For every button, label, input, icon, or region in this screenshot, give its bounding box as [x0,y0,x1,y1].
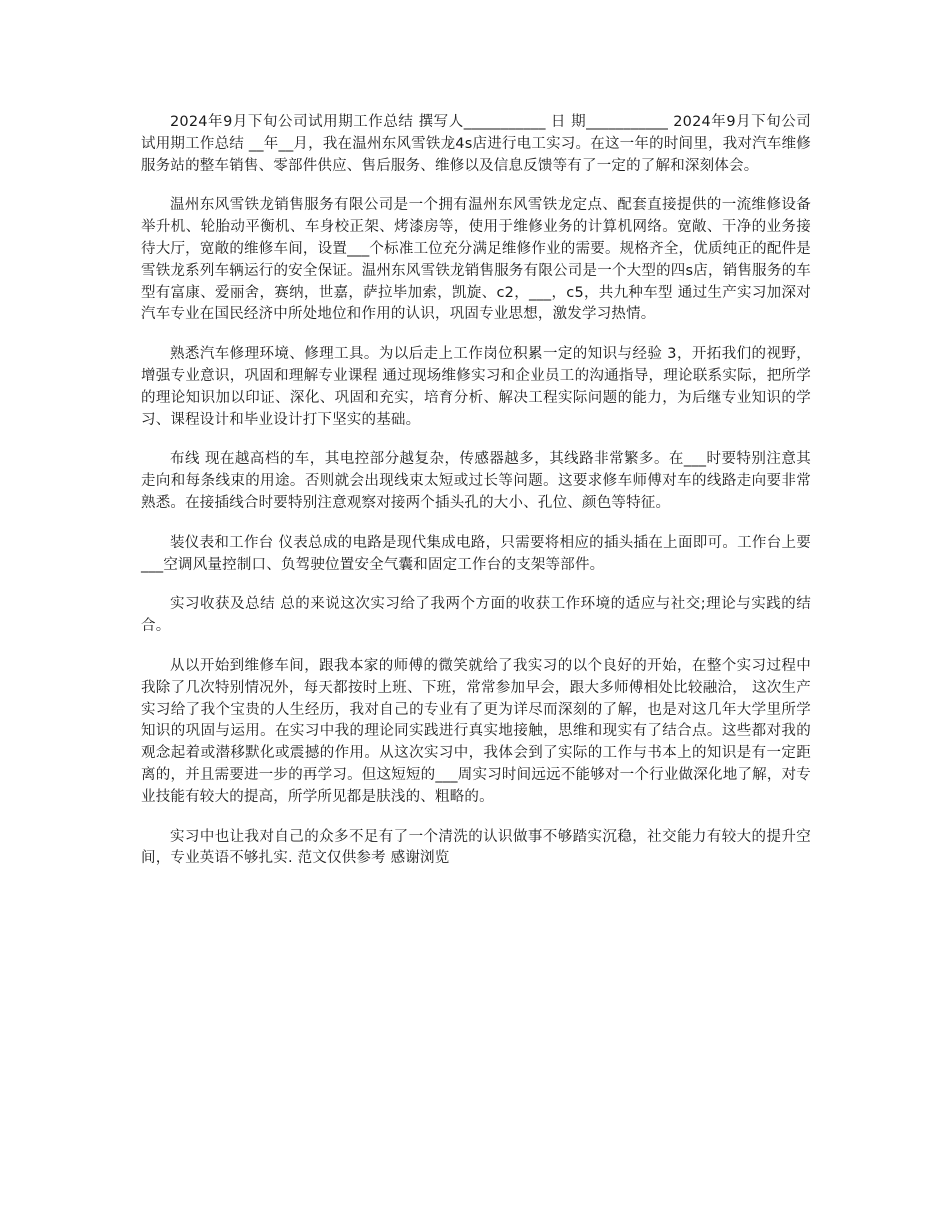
document-body [141,112,811,888]
paragraph-dashboard: 装仪表和工作台 仪表总成的电路是现代集成电路，只需要将相应的插头插在上面即可。工作台上要___空调风量控制口、负驾驶位置安全气囊和固定工作台的支架等部件。 [141,534,811,573]
paragraph-reflection: 从以开始到维修车间，跟我本家的师傅的微笑就给了我实习的以个良好的开始，在整个实习过程中我除了几次特别情况外，每天都按时上班、下班，常常参加早会，跟大多师傅相处比较融洽， 这次生产实习给了我个宝贵的人生经历，我对自己的专业有了更为详尽而深刻的了解，也是对这几年大学里所学知识的巩固与运用。在实习中我的理论同实践进行真实地接触，思维和现实有了结合点。这些都对我的观念起着或潜移默化或震撼的作用。从这次实习中，我体会到了实际的工作与书本上的知识是有一定距离的，并且需要进一步的再学习。但这短短的___周实习时间远远不能够对一个行业做深化地了解，对专业技能有较大的提高，所学所见都是肤浅的、粗略的。 [141,657,811,805]
paragraph-closing: 实习中也让我对自己的众多不足有了一个清洗的认识做事不够踏实沉稳，社交能力有较大的提升空间，专业英语不够扎实. 范文仅供参考 感谢浏览 [141,828,811,867]
paragraph-wiring: 布线 现在越高档的车，其电控部分越复杂，传感器越多，其线路非常繁多。在___时要特别注意其走向和每条线束的用途。否则就会出现线束太短或过长等问题。这要求修车师傅对车的线路走向要非常熟悉。在接插线合时要特别注意观察对接两个插头孔的大小、孔位、颜色等特征。 [141,451,811,511]
paragraph-internship-goals: 熟悉汽车修理环境、修理工具。为以后走上工作岗位积累一定的知识与经验 3，开拓我们的视野，增强专业意识，巩固和理解专业课程 通过现场维修实习和企业员工的沟通指导，理论联系实际，把所学的理论知识加以印证、深化、巩固和充实，培育分析、解决工程实际问题的能力，为后继专业知识的学习、课程设计和毕业设计打下坚实的基础。 [141,346,811,428]
paragraph-company-intro: 温州东风雪铁龙销售服务有限公司是一个拥有温州东风雪铁龙定点、配套直接提供的一流维修设备举升机、轮胎动平衡机、车身校正架、烤漆房等，使用于维修业务的计算机网络。宽敞、干净的业务接待大厅，宽敞的维修车间，设置___个标准工位充分满足维修作业的需要。规格齐全，优质纯正的配件是雪铁龙系列车辆运行的安全保证。温州东风雪铁龙销售服务有限公司是一个大型的四s店，销售服务的车型有富康、爱丽舍，赛纳，世嘉，萨拉毕加索，凯旋、c2，___，c5，共九种车型 通过生产实习加深对汽车专业在国民经济中所处地位和作用的认识，巩固专业思想，激发学习热情。 [141,197,811,323]
paragraph-header-intro: 2024年9月下旬公司试用期工作总结 撰写人___________ 日 期___________ 2024年9月下旬公司试用期工作总结 __年__月，我在温州东风雪铁龙4s店进行电工实习。在这一年的时间里，我对汽车维修服务站的整车销售、零部件供应、售后服务、维修以及信息反馈等有了一定的了解和深刻体会。 [141,114,811,174]
paragraph-summary-heading: 实习收获及总结 总的来说这次实习给了我两个方面的收获工作环境的适应与社交;理论与实践的结合。 [141,596,811,635]
